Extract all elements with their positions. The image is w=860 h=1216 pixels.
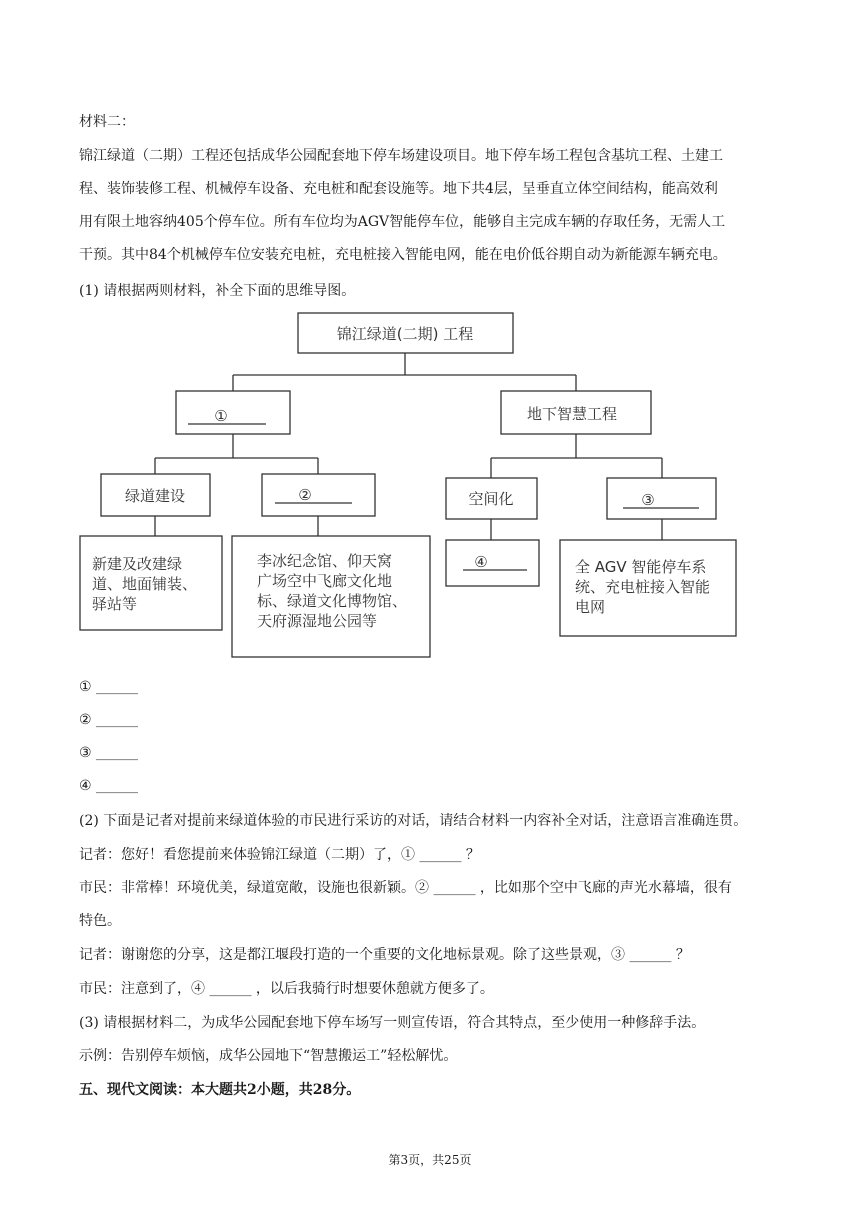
paragraph-line: 程、装饰装修工程、机械停车设备、充电桩和配套设施等。地下共4层，呈垂直立体空间结构，能高效利 — [79, 181, 718, 197]
dialogue-line: 记者：谢谢您的分享，这是都江堰段打造的一个重要的文化地标景观。除了这些景观，③ ______ ？ — [79, 947, 690, 963]
mindmap-leaf-2-line: 李冰纪念馆、仰天窝 — [257, 552, 393, 570]
mindmap-leaf-1-line: 新建及改建绿 — [92, 555, 183, 573]
mindmap-node-3: 绿道建设 — [124, 487, 186, 505]
mindmap-leaf-2-line: 广场空中飞廊文化地 — [257, 572, 393, 590]
dialogue-line: 记者：您好！看您提前来体验锦江绿道（二期）了，① ______ ？ — [79, 847, 480, 863]
mindmap-node-6: ③ — [641, 491, 655, 509]
answer-blank: ① ______ — [79, 679, 139, 695]
mindmap-node-7-box — [446, 540, 539, 586]
mindmap-node-1: ① — [214, 407, 228, 425]
mindmap-leaf-1-line: 驿站等 — [92, 595, 138, 613]
paragraph-line: 用有限土地容纳405个停车位。所有车位均为AGV智能停车位，能够自主完成车辆的存取任务，无需人工 — [79, 214, 726, 230]
mindmap-leaf-3-line: 电网 — [575, 598, 606, 616]
question-1: (1) 请根据两则材料，补全下面的思维导图。 — [79, 283, 356, 299]
dialogue-line: 特色。 — [79, 913, 121, 929]
mindmap-node-4-box — [262, 474, 375, 516]
page-footer: 第3页，共25页 — [388, 1153, 472, 1167]
question-2: (2) 下面是记者对提前来绿道体验的市民进行采访的对话，请结合材料一内容补全对话，注意语言准确连贯。 — [79, 813, 748, 829]
mindmap-node-5: 空间化 — [468, 490, 514, 508]
answer-blank: ④ ______ — [79, 778, 139, 794]
paragraph-line: 干预。其中84个机械停车位安装充电桩，充电桩接入智能电网，能在电价低谷期自动为新能源车辆充电。 — [79, 247, 727, 263]
material-heading: 材料二： — [79, 114, 135, 130]
example-line: 示例：告别停车烦恼，成华公园地下“智慧搬运工”轻松解忧。 — [79, 1048, 458, 1064]
answer-blank: ③ ______ — [79, 745, 139, 761]
mindmap-node-4: ② — [298, 486, 312, 504]
paragraph-line: 锦江绿道（二期）工程还包括成华公园配套地下停车场建设项目。地下停车场工程包含基坑工程、土建工 — [79, 148, 723, 164]
mindmap-node-2: 地下智慧工程 — [526, 405, 618, 423]
dialogue-line: 市民：非常棒！环境优美，绿道宽敞，设施也很新颖。② ______ ，比如那个空中飞廊的声光水幕墙，很有 — [79, 880, 732, 896]
section-heading: 五、现代文阅读：本大题共2小题，共28分。 — [79, 1082, 361, 1098]
mindmap-leaf-1-line: 道、地面铺装、 — [92, 575, 198, 593]
question-3: (3) 请根据材料二，为成华公园配套地下停车场写一则宣传语，符合其特点，至少使用一种修辞手法。 — [79, 1015, 706, 1031]
mindmap-node-7: ④ — [474, 553, 488, 571]
mindmap-root: 锦江绿道(二期) 工程 — [336, 325, 474, 343]
answer-blank: ② ______ — [79, 712, 139, 728]
mindmap-leaf-2-line: 标、绿道文化博物馆、 — [257, 592, 408, 610]
mindmap-leaf-3-line: 全 AGV 智能停车系 — [575, 558, 707, 576]
mindmap-leaf-3-line: 统、充电桩接入智能 — [575, 578, 711, 596]
mindmap-node-6-box — [607, 478, 716, 519]
mindmap-node-1-box — [176, 391, 290, 434]
mindmap-leaf-2-line: 天府源湿地公园等 — [257, 612, 378, 630]
dialogue-line: 市民：注意到了，④ ______ ，以后我骑行时想要休憩就方便多了。 — [79, 981, 494, 997]
